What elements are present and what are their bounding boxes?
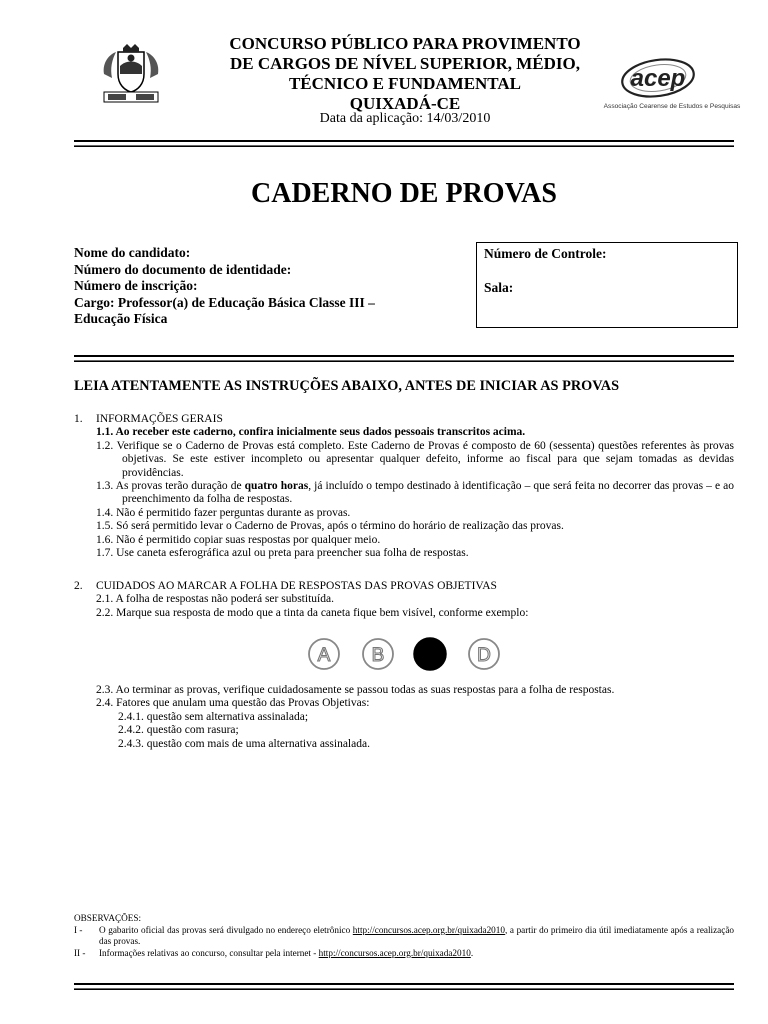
candidate-fields <box>74 245 454 328</box>
candidate-registration-label: Número de inscrição: <box>74 278 198 293</box>
bubble-a <box>309 639 339 669</box>
candidate-name-label: Nome do candidato: <box>74 245 191 260</box>
observation-label: I - <box>74 924 83 935</box>
instruction-item: 2.2. Marque sua resposta de modo que a tinta da caneta fique bem visível, conforme exemplo: <box>96 606 529 619</box>
bubble-filled <box>414 638 446 670</box>
page-title: CADERNO DE PROVAS <box>251 178 557 209</box>
instruction-item: 1.5. Só será permitido levar o Caderno de Provas, após o término do horário de realização das provas. <box>96 520 564 533</box>
section-answer-sheet-cont <box>74 684 734 751</box>
bubble-d <box>469 639 499 669</box>
svg-text:A: A <box>317 645 331 666</box>
candidate-position-label: Cargo: Professor(a) de Educação Básica Classe III – <box>74 294 375 310</box>
observations-heading: OBSERVAÇÕES: <box>74 913 141 923</box>
instruction-subitem: 2.4.2. questão com rasura; <box>118 724 239 737</box>
section-number: 1. <box>74 413 83 425</box>
title-line: TÉCNICO E FUNDAMENTAL <box>288 74 522 93</box>
control-box <box>476 242 738 328</box>
observation-item: II - Informações relativas ao concurso, consultar pela internet - http://concursos.acep.org.br/quixada2010. <box>74 947 474 958</box>
divider-top <box>74 140 734 147</box>
section-title: INFORMAÇÕES GERAIS <box>96 413 223 425</box>
contest-title <box>190 34 620 114</box>
svg-text:D: D <box>477 645 491 666</box>
acep-wordmark: acep <box>630 65 686 92</box>
section-answer-sheet <box>74 580 734 620</box>
divider-middle <box>74 355 734 362</box>
title-line: CONCURSO PÚBLICO PARA PROVIMENTO <box>229 34 581 53</box>
instruction-item: 2.1. A folha de respostas não poderá ser substituída. <box>96 593 334 606</box>
application-date: Data da aplicação: 14/03/2010 <box>319 111 491 126</box>
instruction-item: 1.6. Não é permitido copiar suas respostas por qualquer meio. <box>96 533 381 546</box>
svg-text:B: B <box>371 645 385 666</box>
instruction-subitem: 2.4.3. questão com mais de uma alternativa assinalada. <box>118 737 370 750</box>
candidate-position-label-cont: Educação Física <box>74 311 168 326</box>
acep-logo <box>596 54 748 112</box>
info-link[interactable]: http://concursos.acep.org.br/quixada2010 <box>318 947 471 958</box>
candidate-id-label: Número do documento de identidade: <box>74 261 292 277</box>
observation-label: II - <box>74 947 86 958</box>
bubble-b <box>363 639 393 669</box>
acep-tagline: Associação Cearense de Estudos e Pesquisas <box>603 103 741 110</box>
municipal-seal-icon <box>96 44 166 106</box>
room-label: Sala: <box>484 280 514 295</box>
observations <box>74 913 734 959</box>
instruction-item: 1.1. Ao receber este caderno, confira inicialmente seus dados pessoais transcritos acima. <box>96 426 526 439</box>
section-general-info <box>74 413 734 560</box>
instruction-item: 2.4. Fatores que anulam uma questão das Provas Objetivas: <box>96 697 370 710</box>
divider-bottom <box>74 983 734 990</box>
section-number: 2. <box>74 580 83 592</box>
instructions-heading: LEIA ATENTAMENTE AS INSTRUÇÕES ABAIXO, ANTES DE INICIAR AS PROVAS <box>74 378 620 394</box>
instruction-subitem: 2.4.1. questão sem alternativa assinalada; <box>118 710 309 723</box>
instruction-item: 1.4. Não é permitido fazer perguntas durante as provas. <box>96 506 351 519</box>
instruction-item: 1.3. As provas terão duração de quatro horas, já incluído o tempo destinado à identificação – que será feita no decorrer das provas – e ao preenchimento da folha de respostas. <box>96 480 734 506</box>
section-title: CUIDADOS AO MARCAR A FOLHA DE RESPOSTAS DAS PROVAS OBJETIVAS <box>96 580 497 592</box>
observation-item: I - O gabarito oficial das provas será divulgado no endereço eletrônico http://concursos.acep.org.br/quixada2010, a partir do primeiro dia útil imediatamente após a realização das provas. <box>74 924 734 946</box>
answer-bubbles-example <box>300 634 510 674</box>
title-line: QUIXADÁ-CE <box>349 94 461 113</box>
instruction-item: 1.7. Use caneta esferográfica azul ou preta para preencher sua folha de respostas. <box>96 547 469 560</box>
results-link[interactable]: http://concursos.acep.org.br/quixada2010 <box>352 924 505 935</box>
title-line: DE CARGOS DE NÍVEL SUPERIOR, MÉDIO, <box>230 54 580 73</box>
instruction-item: 2.3. Ao terminar as provas, verifique cuidadosamente se passou todas as suas respostas para a folha de respostas. <box>96 684 615 696</box>
instruction-item: 1.2. Verifique se o Caderno de Provas está completo. Este Caderno de Provas é composto de 60 (sessenta) questões referentes às provas objetivas. Se este estiver incompleto ou apresentar qualquer defeito, informe ao fiscal para que sejam tomadas as devidas providências. <box>96 439 734 479</box>
control-number-label: Número de Controle: <box>484 246 607 261</box>
